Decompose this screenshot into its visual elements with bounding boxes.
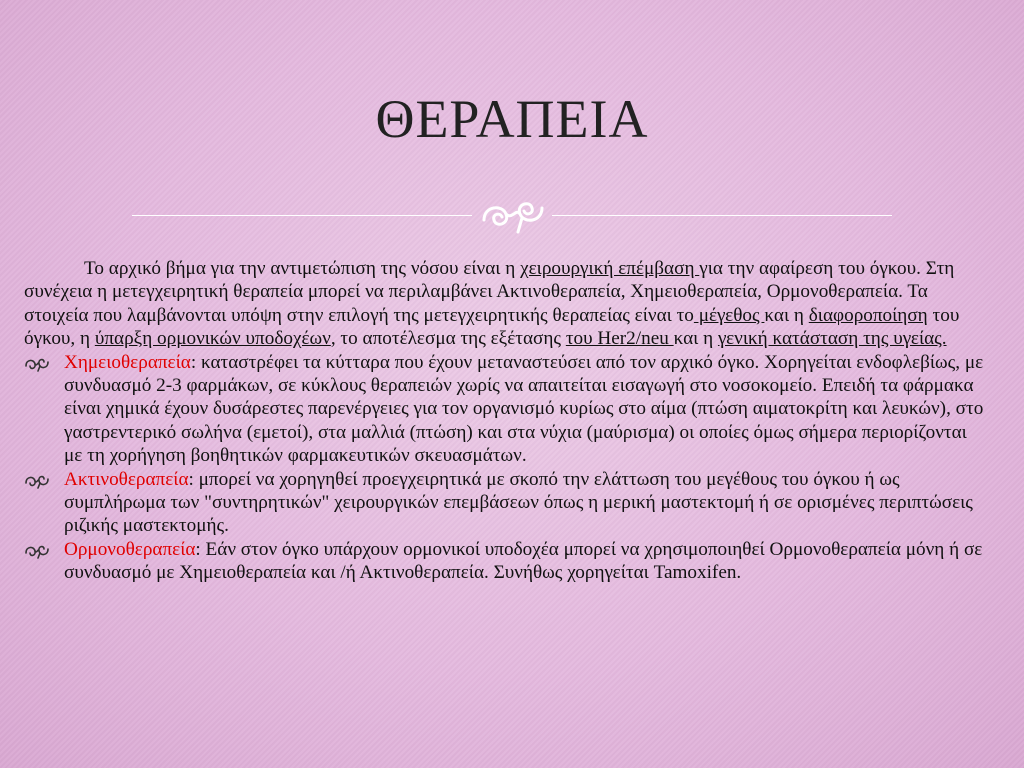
slide-title: ΘΕΡΑΠΕΙΑ xyxy=(375,89,649,149)
scroll-bullet-icon xyxy=(24,473,50,489)
radiotherapy-text: : μπορεί να χορηγηθεί προεγχειρητικά με σκοπό την ελάττωση του μεγέθους του όγκου ή ως συμπλήρωμα των "συντηρητικών" χειρουργικών επεμβάσεων όπως η μερική μαστεκτομή ή σε ορισμένες περιπτώσεις ριζικής μαστεκτομής. xyxy=(64,468,973,537)
intro-text-3: και η xyxy=(764,304,809,326)
differentiation-link[interactable]: διαφοροποίηση xyxy=(808,304,928,326)
intro-paragraph xyxy=(24,257,986,351)
surgery-link[interactable]: χειρουργική επέμβαση xyxy=(520,258,700,279)
hormone-therapy-text: : Εάν στον όγκο υπάρχουν ορμονικοί υποδοχέα μπορεί να χρησιμοποιηθεί Ορμονοθεραπεία μόνη ή σε συνδυασμό με Χημειοθεραπεία και /ή Ακτινοθεραπεία. Συνήθως χορηγείται Tamoxifen. xyxy=(64,538,983,584)
intro-text-2: για την αφαίρεση του όγκου. Στη συνέχεια η μετεγχειρητική θεραπεία μπορεί να περιλαμβάνει Ακτινοθεραπεία, Χημειοθεραπεία, Ορμονοθεραπεία. Τα στοιχεία που λαμβάνονται υπόψη στην επιλογή της μετεγχειρητικής θεραπείας είναι το xyxy=(24,258,955,326)
chemotherapy-text: : καταστρέφει τα κύτταρα που έχουν μεταναστεύσει από τον αρχικό όγκο. Χορηγείται ενδοφλεβίως, με συνδυασμό 2-3 φαρμάκων, σε κύκλους θεραπειών χωρίς να απαιτείται εισαγωγή στο νοσοκομείο. Επειδή τα φάρμακα είναι χημικά έχουν δυσάρεστες παρενέργειες για τον οργανισμό κυρίως στο αίμα (πτώση αιματοκρίτη και λευκών), στο γαστρεντερικό σωλήνα (εμετοί), στα μαλλιά (πτώση) και στα νύχια (μαύρισμα) οι οποίες όμως σήμερα περιορίζονται με τη χορήγηση βοηθητικών φαρμακευτικών σκευασμάτων. xyxy=(64,351,984,467)
divider-line-right xyxy=(552,215,892,216)
general-health-link[interactable]: γενική κατάσταση της υγείας. xyxy=(717,328,947,350)
scroll-bullet-icon xyxy=(24,543,50,559)
intro-text-5: , το αποτέλεσμα της εξέτασης xyxy=(330,328,566,350)
list-item xyxy=(24,351,986,468)
scroll-bullet-icon xyxy=(24,356,50,372)
intro-text-6: και η xyxy=(673,328,718,350)
title-divider xyxy=(0,194,1024,234)
scroll-ornament-icon xyxy=(478,194,548,234)
hormone-therapy-term: Ορμονοθεραπεία xyxy=(64,538,196,560)
divider-line-left xyxy=(132,215,472,216)
chemotherapy-term: Χημειοθεραπεία xyxy=(64,351,191,373)
her2-link[interactable]: του Her2/neu xyxy=(565,328,674,350)
treatment-list xyxy=(24,351,986,585)
slide-body xyxy=(24,257,986,585)
intro-text-4: του όγκου, η xyxy=(24,304,960,350)
list-item xyxy=(24,468,986,538)
list-item xyxy=(24,538,986,585)
intro-text-1: Το αρχικό βήμα για την αντιμετώπιση της νόσου είναι η xyxy=(84,258,521,279)
hormone-receptors-link[interactable]: ύπαρξη ορμονικών υποδοχέων xyxy=(94,328,331,350)
tumor-size-link[interactable]: μέγεθος xyxy=(693,304,765,326)
radiotherapy-term: Ακτινοθεραπεία xyxy=(64,468,189,490)
